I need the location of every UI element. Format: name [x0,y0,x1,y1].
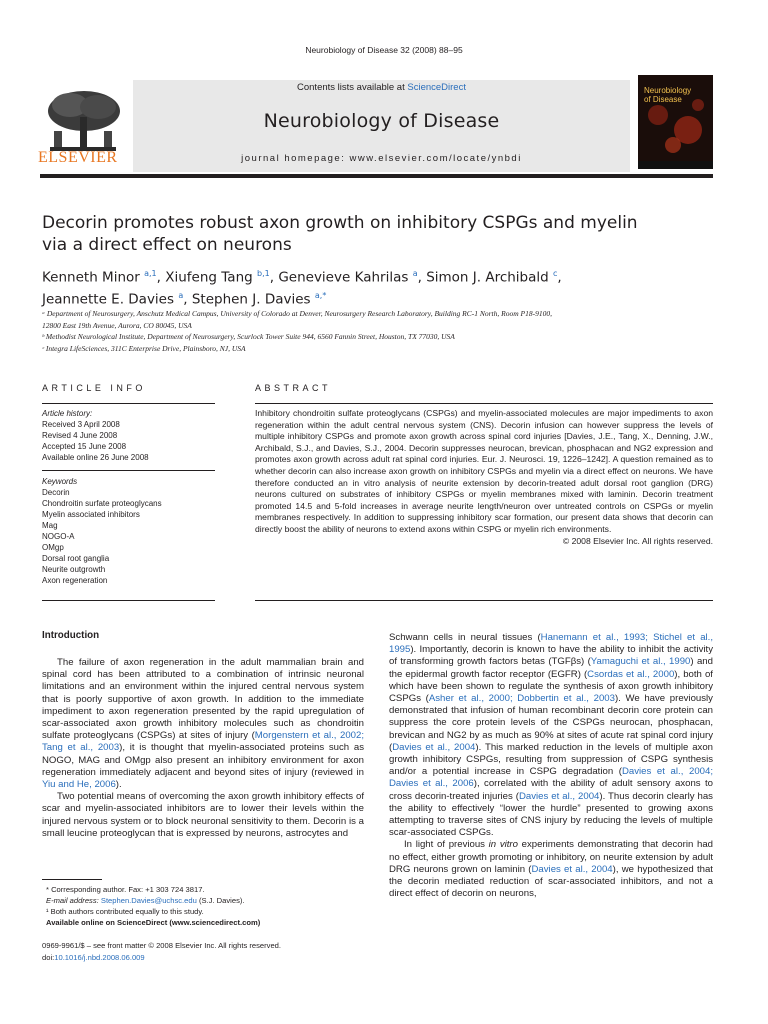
citation-link[interactable]: Yiu and He, 2006 [42,779,116,791]
journal-cover-image [638,75,713,169]
keyword: Axon regeneration [42,576,108,585]
paragraph: The failure of axon regeneration in the adult mammalian brain and spinal cord has been attributed to a combination of intrinsic neuronal limitations and an environment within the injured central nervous system that is poorly supportive of axon growth. In addition to the immediate impediment to axon regeneration presented by the rapid upregulation of scar-associated axon growth inhibitory molecules such as chondroitin sulfate proteoglycans (CSPGs) at sites of injury (Morgenstern et al., 2002; Tang et al., 2003), it is thought that myelin-associated proteins such as NOGO, MAG and OMgp also present an inhibitory environment for axon regeneration immediately adjacent and beyond sites of injury (reviewed in Yiu and He, 2006). [42,657,364,791]
citation-link[interactable]: Davies et al., 2004 [518,790,600,802]
doi-line: doi:10.1016/j.nbd.2008.06.009 [42,952,145,962]
article-history: Article history: Received 3 April 2008 Revised 4 June 2008 Accepted 15 June 2008 Available online 26 June 2008 [42,409,149,462]
abstract-heading: ABSTRACT [255,383,332,393]
sciencedirect-link[interactable]: ScienceDirect [407,82,466,93]
citation-link[interactable]: Yamaguchi et al., 1990 [590,656,691,668]
affiliation: ᵃ Department of Neurosurgery, Anschutz Medical Campus, University of Colorado at Denver, Neurosurgery Research Laboratory, Building RC-1 North, Room P18-9100, [42,309,552,318]
keyword: NOGO-A [42,532,75,541]
author[interactable]: Genevieve Kahrilas [278,269,409,286]
article-title: Decorin promotes robust axon growth on inhibitory CSPGs and myelin via a direct effect on neurons [42,213,638,255]
keyword: Dorsal root ganglia [42,554,110,563]
citation-link[interactable]: Morgenstern et al., 2002; Tang et al., 2003 [42,730,364,754]
author[interactable]: Jeannette E. Davies [42,291,175,307]
affiliation: 12800 East 19th Avenue, Aurora, CO 80045, USA [42,320,192,330]
info-rule-top [42,403,215,404]
cover-title: Neurobiology of Disease [644,86,692,104]
abstract-rule-bottom [255,600,713,601]
keyword: Mag [42,521,58,530]
keyword: Decorin [42,488,70,497]
citation-link[interactable]: Davies et al., 2004 [531,863,613,875]
author[interactable]: Xiufeng Tang [165,269,253,286]
keyword: Neurite outgrowth [42,565,106,574]
footnote-rule [42,879,102,880]
keywords: Keywords Decorin Chondroitin surfate proteoglycans Myelin associated inhibitors Mag NOGO-A OMgp Dorsal root ganglia Neurite outgrowth Axon regeneration [42,477,162,585]
footnote-email: E-mail address: Stephen.Davies@uchsc.edu (S.J. Davies). [46,896,245,905]
footnote-equal-contribution: ¹ Both authors contributed equally to this study. [46,907,204,916]
info-rule-mid [42,470,215,471]
paragraph: Schwann cells in neural tissues (Hanemann et al., 1993; Stichel et al., 1995). Importantly, decorin is known to have the ability to inhibit the activity of transforming growth factors betas (TGFβs) (Yamaguchi et al., 1990) and the epidermal growth factor receptor (EGFR) (Csordas et al., 2000), both of which have been shown to regulate the synthesis of axon growth inhibitory CSPGs (Asher et al., 2000; Dobbertin et al., 2003). We have previously demonstrated that infusion of human recombinant decorin core protein can suppress the core protein levels of the CSPGs neurocan, phosphacan, brevican and NG2 by as much as 90% at sites of acute rat spinal cord injury (Davies et al., 2004). This marked reduction in the levels of multiple axon growth inhibitory CSPGs, resulting from suppression of CSPG synthesis and/or a potential increase in CSPG degradation (Davies et al., 2004; Davies et al., 2006), correlated with the ability of adult sensory axons to cross decorin-treated injuries (Davies et al., 2004). Thus decorin clearly has the ability to effectively “lower the hurdle” presented to growing axons attempting to traverse sites of CNS injury by reducing the levels of multiple scar-associated CSPGs. [389,632,714,839]
citation-link[interactable]: Davies et al., 2004 [392,741,476,753]
article-info-heading: ARTICLE INFO [42,383,146,393]
contents-line: Contents lists available at ScienceDirect [297,82,466,93]
keyword: Myelin associated inhibitors [42,510,140,519]
citation-link[interactable]: Csordas et al., 2000 [587,668,675,680]
abstract-text: Inhibitory chondroitin sulfate proteoglycans (CSPGs) and myelin-associated molecules are major impediments to axon regeneration within the adult central nervous system (CNS). Decorin infusion can however suppress the levels of multiple inhibitory CSPGs and promote axon growth across spinal cord injuries [Davies, J.E., Tang, X., Denning, J.W., Archibald, S.J., and Davies, S.J., 2004. Decorin suppresses neurocan, brevican, phosphacan and NG2 expression and promotes axon growth across adult rat spinal cord injuries. Eur. J. Neurosci. 19, 1226–1242]. A question remained as to whether decorin can also increase axon growth on inhibitory CSPGs and myelin via a direct effect on neurons. We have therefore conducted an in vitro analysis of neurite extension by decorin-treated adult dorsal root ganglion (DRG) neurons cultured on substrates of inhibitory CSPGs or myelin membranes mixed with laminin. Decorin treatment promoted 14.5 and 5-fold increases in average neurite length/neuron over untreated controls on CSPGs or myelin membranes respectively. In addition to suppressing inhibitory scar formation, our present data shows that decorin can directly boost the ability of neurons to extend axons within CSPG or myelin rich environments. © 2008 Elsevier Inc. All rights reserved. [255,408,713,546]
abstract-rule-top [255,403,713,404]
journal-title: Neurobiology of Disease [263,110,500,132]
info-rule-bottom [42,600,215,601]
email-link[interactable]: Stephen.Davies@uchsc.edu [100,896,197,905]
publisher-name: ELSEVIER [38,149,118,166]
keyword: Chondroitin surfate proteoglycans [42,499,162,508]
author[interactable]: Stephen J. Davies [191,291,311,307]
paragraph: In light of previous in vitro experiments demonstrating that decorin had no effect, either growth promoting or inhibitory, on neurite extension by adult DRG neurons grown on laminin (Davies et al., 2004), we hypothesized that the decorin mediated reduction of scar-associated inhibitors, and not a direct effect of decorin on neurons, [389,839,713,900]
footnotes [42,884,362,928]
header-rule [40,174,713,178]
citation-link[interactable]: Davies et al., 2004; Davies et al., 2006 [389,766,713,790]
affiliations [42,308,702,354]
affiliation: ᵇ Methodist Neurological Institute, Department of Neurosurgery, Scurlock Tower Suite 944, 6560 Fannin Street, Houston, TX 77030, USA [42,332,455,341]
issn-line: 0969-9961/$ – see front matter © 2008 Elsevier Inc. All rights reserved. [42,941,282,950]
affiliation: ᶜ Integra LifeSciences, 311C Enterprise Drive, Plainsboro, NJ, USA [42,343,246,353]
section-heading-introduction: Introduction [42,630,100,641]
abstract-copyright: © 2008 Elsevier Inc. All rights reserved. [562,535,713,546]
body-left-column [42,657,364,840]
journal-homepage[interactable]: journal homepage: www.elsevier.com/locate/ynbdi [241,153,522,164]
doi-link[interactable]: 10.1016/j.nbd.2008.06.009 [54,952,145,962]
author[interactable]: Simon J. Archibald [426,269,549,286]
footnote-available-online: Available online on ScienceDirect (www.sciencedirect.com) [46,918,261,927]
author-list: Kenneth Minor $^{a,1}$, Xiufeng Tang $^{b,1}$, Genevieve Kahrilas $^a$, Simon J. Archibald $^c$, Jeannette E. Davies $^a$, Stephen J. Davies $^{a,*}$ [42,269,562,307]
footnote-corresponding: * Corresponding author. Fax: +1 303 724 3817. [46,885,205,894]
journal-reference: Neurobiology of Disease 32 (2008) 88–95 [305,45,463,55]
author[interactable]: Kenneth Minor [42,269,140,286]
paragraph: Two potential means of overcoming the axon growth inhibitory effects of scar and myelin-associated inhibitors are to lower their levels within the injured nervous system or to block neuronal sensitivity to them. Decorin is a small leucine proteoglycan that is expressed by neurons, astrocytes and [42,791,364,839]
body-right-column [389,632,713,900]
citation-link[interactable]: Hanemann et al., 1993; Stichel et al., 1995 [389,632,713,656]
front-matter-notes [42,940,362,963]
keyword: OMgp [42,543,64,552]
citation-link[interactable]: Asher et al., 2000; Dobbertin et al., 2003 [428,693,615,705]
